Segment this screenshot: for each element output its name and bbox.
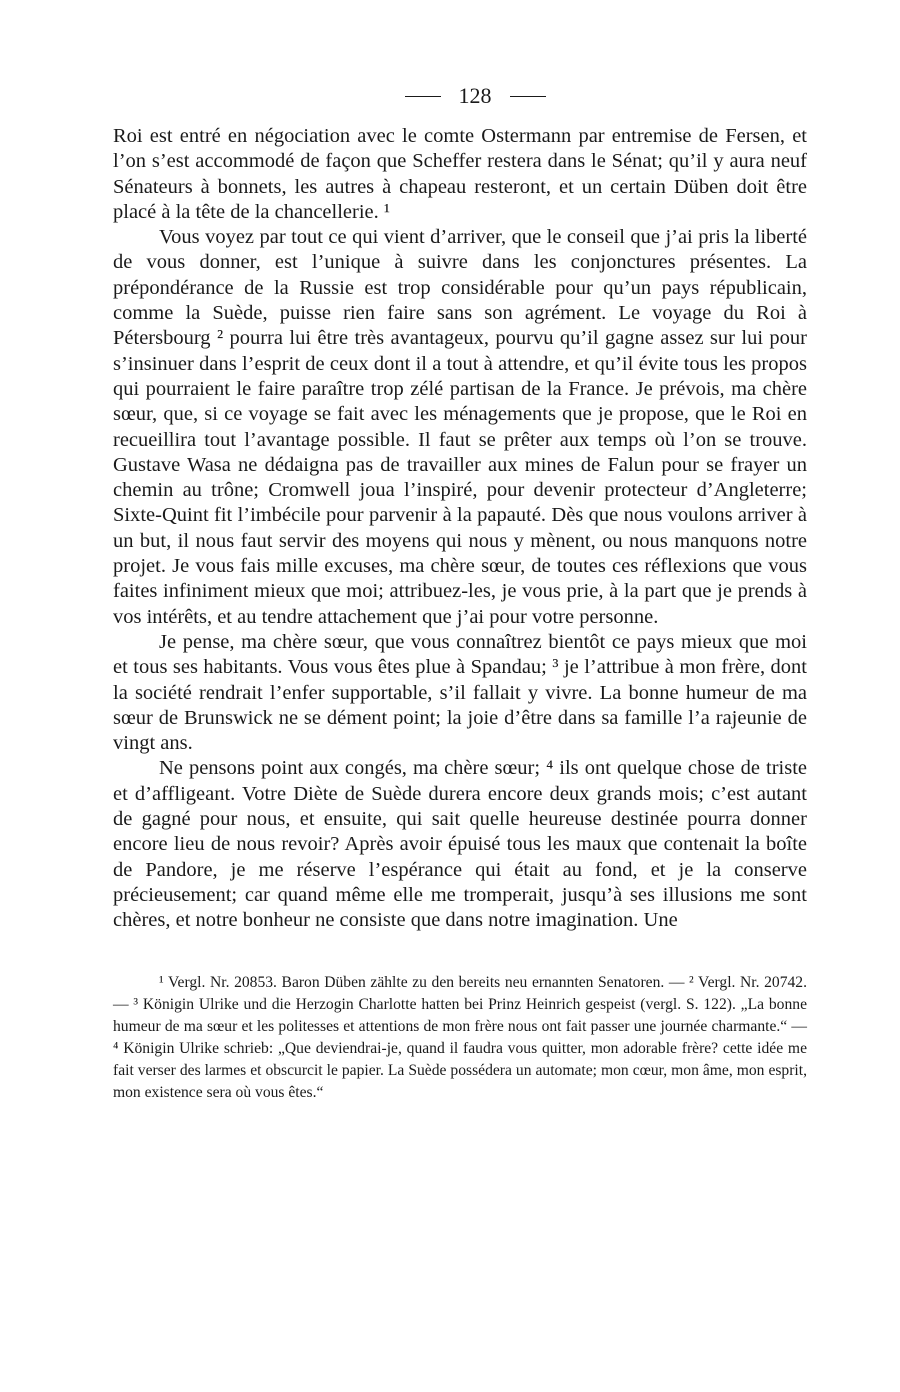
paragraph: Roi est entré en négociation avec le comte Ostermann par entremise de Fersen, et l’on s’est accommodé de façon que Scheffer restera dans le Sénat; qu’il y aura neuf Sénateurs à bonnets, les autres à chapeau resteront, et un certain Düben doit être placé à la tête de la chancellerie. ¹ <box>113 125 807 223</box>
header-rule-right <box>510 96 546 97</box>
header-rule-left <box>405 96 441 97</box>
paragraph: Je pense, ma chère sœur, que vous connaîtrez bientôt ce pays mieux que moi et tous ses habitants. Vous vous êtes plue à Spandau; ³ je l’attribue à mon frère, dont la société rendrait l’enfer supportable, s’il fallait y vivre. La bonne humeur de ma sœur de Brunswick ne se dément point; la joie d’être dans sa famille l’a rajeunie de vingt ans. <box>113 630 807 755</box>
paragraph: Ne pensons point aux congés, ma chère sœur; ⁴ ils ont quelque chose de triste et d’affligeant. Votre Diète de Suède durera encore deux grands mois; c’est autant de gagné pour nous, et ensuite, qui sait quelle heureuse destinée pourra donner encore lieu de nous revoir? Après avoir épuisé tous les maux que contenait la boîte de Pandore, je me réserve l’espérance qui était au fond, et je la conserve précieusement; car quand même elle me tromperait, jusqu’à ses illusions me sont chères, et notre bonheur ne consiste que dans notre imagination. Une <box>113 757 807 932</box>
document-page <box>113 78 807 1104</box>
paragraph: Vous voyez par tout ce qui vient d’arriver, que le conseil que j’ai pris la liberté de vous donner, est l’unique à suivre dans les conjonctures présentes. La prépondérance de la Russie est trop considérable pour qu’un pays républicain, comme la Suède, puisse rien faire sans son agrément. Le voyage du Roi à Pétersbourg ² pourra lui être très avantageux, pourvu qu’il gagne assez sur lui pour s’insinuer dans l’esprit de ceux dont il a tout à attendre, et qu’il évite tous les propos qui pourraient le faire paraître trop zélé partisan de la France. Je prévois, ma chère sœur, que, si ce voyage se fait avec les ménagements que je propose, que le Roi en recueillira tout l’avantage possible. Il faut se prêter aux temps où l’on se trouve. Gustave Wasa ne dédaigna pas de travailler aux mines de Falun pour se frayer un chemin au trône; Cromwell joua l’inspiré, pour devenir protecteur d’Angleterre; Sixte-Quint fit l’imbécile pour parvenir à la papauté. Dès que nous voulons arriver à un but, il nous faut servir des moyens qui nous y mènent, ou nous manquons notre projet. Je vous fais mille excuses, ma chère sœur, de toutes ces réflexions que vous faites infiniment mieux que moi; attribuez-les, je vous prie, à la part que je prends à vos intérêts, et au tendre attachement que j’ai pour votre personne. <box>113 226 807 628</box>
footnote-text: ¹ Vergl. Nr. 20853. Baron Düben zählte zu den bereits neu ernannten Senatoren. — ² Vergl. Nr. 20742. — ³ Königin Ulrike und die Herzogin Charlotte hatten bei Prinz Heinrich gespeist (vergl. S. 122). „La bonne humeur de ma sœur et les politesses et attentions de mon frère nous ont fait passer une journée charmante.“ — ⁴ Königin Ulrike schrieb: „Que deviendrai-je, quand il faudra vous quitter, mon adorable frère? cette idée me fait verser des larmes et obscurcit le papier. La Suède possédera un automate; mon cœur, mon âme, mon esprit, mon existence sera où vous êtes.“ <box>113 973 807 1101</box>
main-text <box>113 124 807 934</box>
page-header <box>143 78 807 114</box>
page-number: 128 <box>458 83 492 108</box>
footnotes <box>113 972 807 1104</box>
